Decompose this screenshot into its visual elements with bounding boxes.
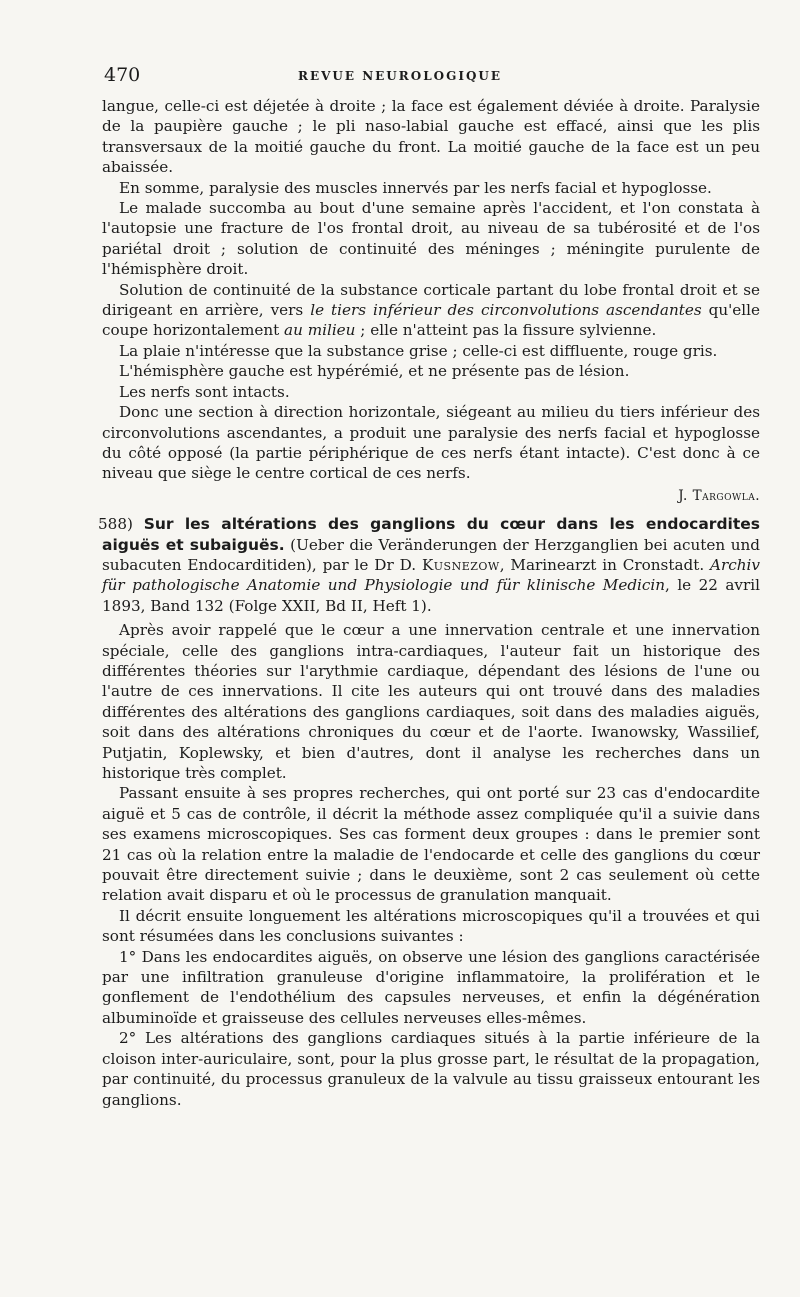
- paragraph: Le malade succomba au bout d'une semaine après l'accident, et l'on constata à l'autopsie une fracture de l'os frontal droit, au niveau de sa tubérosité et de l'os pariétal droit ; solution de continuité des méninges ; méningite purulente de l'hémisphère droit.: [102, 199, 760, 279]
- body-text: [98, 96, 761, 1110]
- entry-title: Sur les altérations des ganglions du cœur dans les endocardites aiguës et subaiguës.: [102, 515, 761, 554]
- page-number: 470: [104, 64, 141, 86]
- paragraph: Solution de continuité de la substance corticale partant du lobe frontal droit et se dirigeant en arrière, vers le tiers inférieur des circonvolutions ascendantes qu'elle coupe horizontalement au milieu ; elle n'atteint pas la fissure sylvienne.: [102, 280, 760, 340]
- journal-name: Archiv für pathologische Anatomie und Physiologie und für klinische Medicin: [102, 555, 760, 595]
- paragraph: langue, celle-ci est déjetée à droite ; la face est également déviée à droite. Paralysie de la paupière gauche ; le pli naso-labial gauche est effacé, ainsi que les plis transversaux de la moitié gauche du front. La moitié gauche de la face est un peu abaissée.: [102, 97, 760, 177]
- paragraph: Passant ensuite à ses propres recherches, qui ont porté sur 23 cas d'endocardite aiguë et 5 cas de contrôle, il décrit la méthode assez compliquée qu'il a suivie dans ses examens microscopiques. Ses cas forment deux groupes : dans le premier sont 21 cas où la relation entre la maladie de l'endocarde et celle des ganglions du cœur pouvait être directement suivie ; dans le deuxième, sont 2 cas seulement où cette relation avait disparu et où le processus de granulation manquait.: [102, 784, 760, 905]
- running-title: REVUE NEUROLOGIQUE: [297, 69, 503, 83]
- paragraph: Donc une section à direction horizontale, siégeant au milieu du tiers inférieur des circonvolutions ascendantes, a produit une paralysie des nerfs facial et hypoglosse du côté opposé (la partie périphérique de ces nerfs étant intacte). C'est donc à ce niveau que siège le centre cortical de ces nerfs.: [102, 403, 760, 483]
- paragraph: L'hémisphère gauche est hypérémié, et ne présente pas de lésion.: [119, 362, 630, 381]
- entry-heading: 588) Sur les altérations des ganglions du cœur dans les endocardites aiguës et subaiguës. (Ueber die Veränderungen der Herzganglien bei acuten und subacuten Endocarditiden), par le Dr D. Kusnezow, Marinearzt in Cronstadt. Archiv für pathologische Anatomie und Physiologie und für klinische Medicin, le 22 avril 1893, Band 132 (Folge XXII, Bd II, Heft 1).: [98, 515, 761, 615]
- author-name: Kusnezow: [421, 555, 500, 574]
- entry-number: 588): [98, 515, 133, 534]
- paragraph: En somme, paralysie des muscles innervés par les nerfs facial et hypoglosse.: [119, 178, 712, 197]
- paragraph: Après avoir rappelé que le cœur a une innervation centrale et une innervation spéciale, celle des ganglions intra-cardiaques, l'auteur fait un historique des différentes théories sur l'arythmie cardiaque, dépendant des lésions de l'une ou l'autre de ces innervations. Il cite les auteurs qui ont trouvé dans des maladies différentes des altérations des ganglions cardiaques, soit dans des maladies aiguës, soit dans des altérations chroniques du cœur et de l'aorte. Iwanowsky, Wassilief, Putjatin, Koplewsky, et bien d'autres, dont il analyse les recherches dans un historique très complet.: [102, 621, 760, 782]
- paragraph: Il décrit ensuite longuement les altérations microscopiques qu'il a trouvées et qui sont résumées dans les conclusions suivantes :: [102, 906, 760, 946]
- paragraph: 2° Les altérations des ganglions cardiaques situés à la partie inférieure de la cloison inter-auriculaire, sont, pour la plus grosse part, le résultat de la propagation, par continuité, du processus granuleux de la valvule au tissu graisseux entourant les ganglions.: [102, 1029, 760, 1109]
- paragraph: La plaie n'intéresse que la substance grise ; celle-ci est diffluente, rouge gris.: [119, 341, 718, 360]
- page-header: [0, 64, 800, 90]
- paragraph: Les nerfs sont intacts.: [119, 382, 290, 401]
- signature: J. Targowla.: [678, 487, 760, 504]
- paragraph: 1° Dans les endocardites aiguës, on observe une lésion des ganglions caractérisée par une infiltration granuleuse d'origine inflammatoire, la prolifération et le gonflement de l'endothélium des capsules nerveuses, et enfin la dégénération albuminoïde et graisseuse des cellules nerveuses elles-mêmes.: [102, 947, 760, 1027]
